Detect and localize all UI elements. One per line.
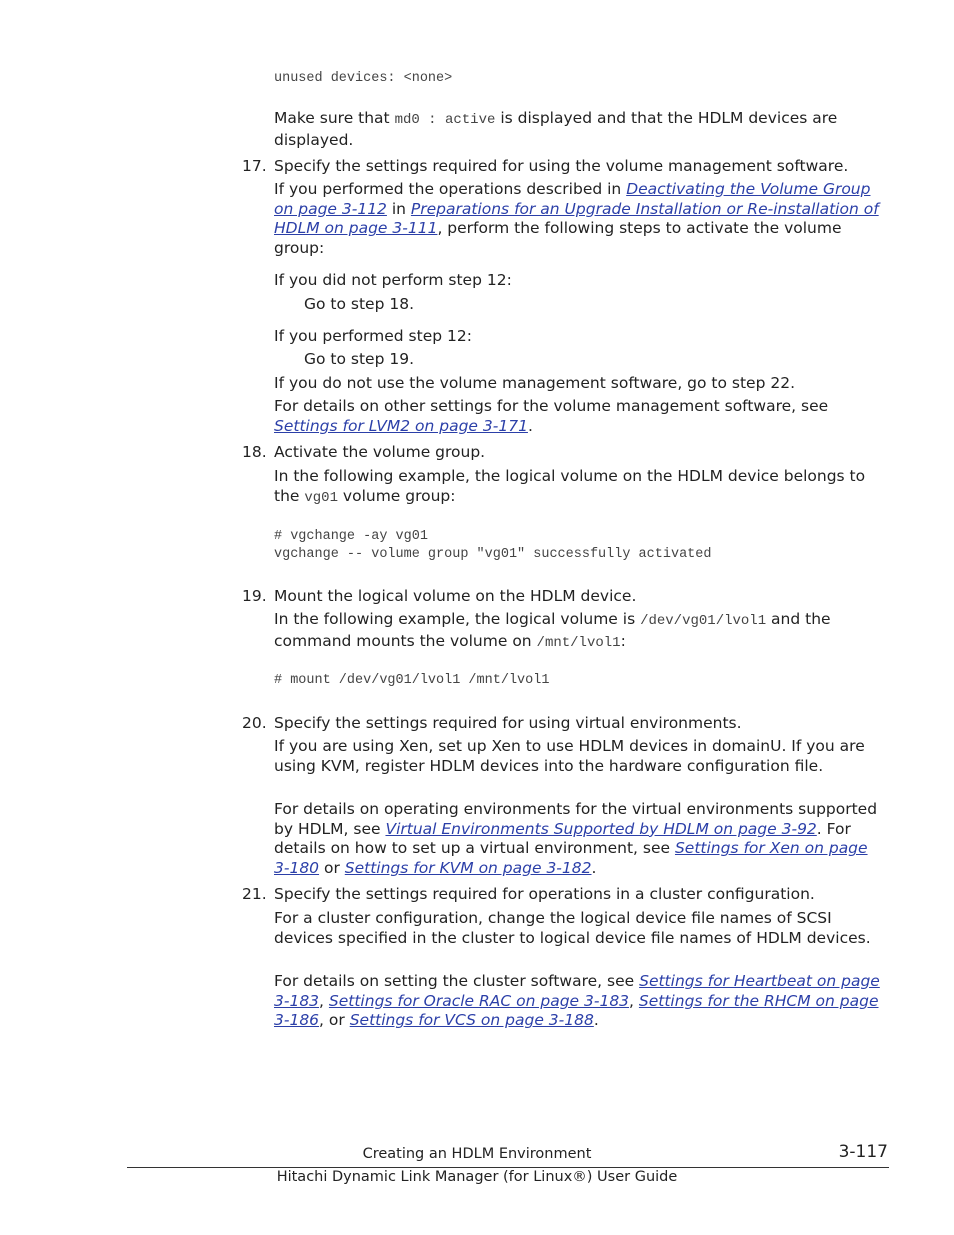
step-title: Activate the volume group.	[274, 443, 486, 461]
link-settings-lvm2[interactable]: Settings for LVM2 on page 3-171	[274, 416, 528, 435]
paragraph	[274, 397, 886, 436]
inline-code: vg01	[304, 489, 338, 506]
condition-label: If you did not perform step 12:	[274, 271, 512, 289]
inline-code: md0 : active	[394, 112, 496, 128]
text: is displayed and that the HDLM devices are displayed.	[274, 109, 838, 149]
inline-code: /mnt/lvol1	[536, 634, 621, 651]
code-block-vgchange: # vgchange -ay vg01 vgchange -- volume group "vg01" successfully activated	[274, 529, 712, 562]
paragraph: If you are using Xen, set up Xen to use HDLM devices in domainU. If you are using KVM, register HDLM devices into the hardware configuration file.	[274, 737, 865, 775]
paragraph	[274, 800, 886, 879]
text: .	[593, 1011, 599, 1030]
link-virtual-environments[interactable]: Virtual Environments Supported by HDLM on page 3-92	[385, 819, 817, 838]
step-number: 19.	[242, 587, 267, 605]
link-settings-xen[interactable]: Settings for Xen on page 3-180	[274, 839, 868, 878]
text: , perform the following steps to activate the volume group:	[274, 219, 842, 258]
step-title: Specify the settings required for operations in a cluster configuration.	[274, 885, 815, 903]
text: If you performed the operations described in	[274, 180, 627, 198]
inline-code: /dev/vg01/lvol1	[640, 613, 767, 629]
condition-action: Go to step 18.	[304, 295, 415, 313]
paragraph-md0-check	[274, 109, 886, 150]
text: volume group:	[337, 486, 456, 505]
paragraph: If you do not use the volume management software, go to step 22.	[274, 374, 796, 392]
text: .	[527, 416, 533, 435]
step-number: 17.	[242, 157, 267, 175]
text: For details on operating environments for the virtual environments supported by HDLM, see	[274, 800, 878, 838]
text: in	[386, 199, 411, 218]
text: , or	[319, 1011, 350, 1030]
paragraph	[274, 972, 886, 1031]
step-title: Specify the settings required for using virtual environments.	[274, 714, 742, 732]
code-block-mdstat: unused devices: <none>	[274, 71, 453, 86]
text: :	[620, 631, 626, 650]
link-preparations-upgrade[interactable]: Preparations for an Upgrade Installation or Re-installation of HDLM on page 3-111	[274, 199, 879, 238]
text: Make sure that	[274, 109, 395, 127]
text: ,	[629, 991, 639, 1010]
text: For details on setting the cluster software, see	[274, 972, 640, 990]
condition-action: Go to step 19.	[304, 350, 415, 368]
link-settings-rhcm[interactable]: Settings for the RHCM on page 3-186	[274, 991, 879, 1030]
link-settings-heartbeat[interactable]: Settings for Heartbeat on page 3-183	[274, 972, 880, 1010]
link-settings-vcs[interactable]: Settings for VCS on page 3-188	[349, 1011, 594, 1030]
footer-divider	[127, 1167, 889, 1168]
footer-section-title: Creating an HDLM Environment	[362, 1146, 592, 1162]
step-number: 21.	[242, 885, 267, 903]
text: and the command mounts the volume on	[274, 610, 831, 650]
text: ,	[319, 991, 329, 1010]
step-title: Specify the settings required for using the volume management software.	[274, 157, 849, 175]
paragraph	[274, 467, 886, 508]
link-settings-oracle-rac[interactable]: Settings for Oracle RAC on page 3-183	[328, 991, 630, 1010]
condition-label: If you performed step 12:	[274, 327, 472, 345]
footer-guide-title: Hitachi Dynamic Link Manager (for Linux®) User Guide	[276, 1169, 678, 1185]
text: In the following example, the logical volume on the HDLM device belongs to the	[274, 467, 866, 505]
page-number: 3-117	[838, 1142, 888, 1162]
link-settings-kvm[interactable]: Settings for KVM on page 3-182	[344, 859, 592, 878]
text: In the following example, the logical volume is	[274, 610, 641, 628]
link-deactivating-volume-group[interactable]: Deactivating the Volume Group on page 3-112	[274, 180, 871, 218]
step-title: Mount the logical volume on the HDLM device.	[274, 587, 637, 605]
paragraph: For a cluster configuration, change the logical device file names of SCSI devices specified in the cluster to logical device file names of HDLM devices.	[274, 909, 871, 947]
step-number: 18.	[242, 443, 267, 461]
step-number: 20.	[242, 714, 267, 732]
text: or	[319, 859, 345, 878]
text: For details on other settings for the volume management software, see	[274, 397, 829, 415]
paragraph	[274, 610, 886, 653]
paragraph	[274, 180, 886, 259]
text: . For details on how to set up a virtual environment, see	[274, 819, 851, 858]
text: .	[591, 859, 597, 878]
code-block-mount: # mount /dev/vg01/lvol1 /mnt/lvol1	[274, 673, 550, 688]
